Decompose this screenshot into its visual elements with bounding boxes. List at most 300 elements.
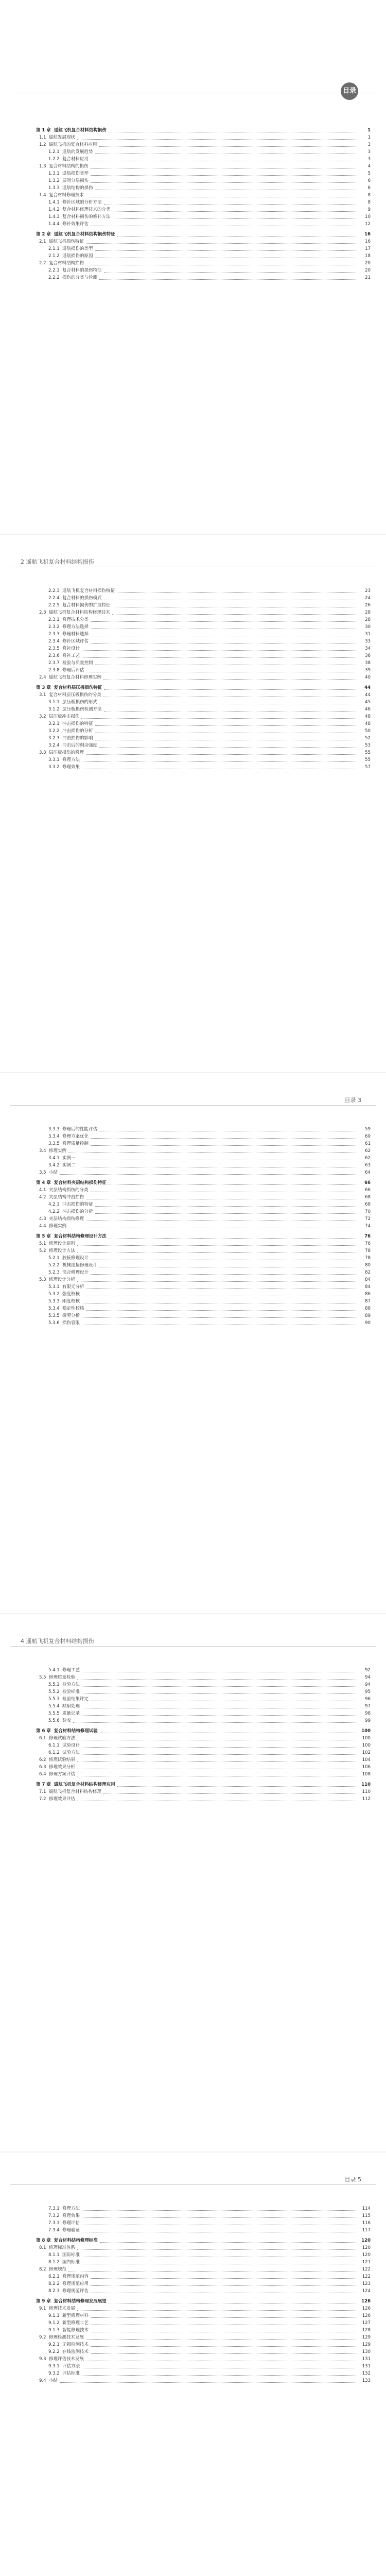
- entry-page-number: 24: [365, 596, 371, 601]
- toc-entry[interactable]: [36, 2244, 371, 2251]
- entry-number: 第 1 章: [36, 128, 51, 133]
- toc-chapter-entry[interactable]: [36, 684, 371, 691]
- entry-number: 3.4: [39, 1148, 46, 1154]
- entry-title: 复合材料的损伤特征: [62, 268, 102, 273]
- entry-page-number: 84: [365, 1284, 371, 1290]
- entry-number: 1.2.2: [48, 157, 60, 162]
- toc-entry[interactable]: [36, 2370, 371, 2377]
- entry-number: 1.2: [39, 142, 46, 147]
- toc-entry[interactable]: [36, 1283, 371, 1291]
- toc-entry[interactable]: [36, 1749, 371, 1756]
- toc-entry[interactable]: [36, 616, 371, 623]
- entry-title: 修理效果: [62, 2213, 80, 2218]
- page-separator: [0, 1072, 386, 1073]
- dot-leader: [82, 1715, 356, 1716]
- toc-chapter-entry[interactable]: [36, 1233, 371, 1240]
- toc-entry[interactable]: [36, 674, 371, 681]
- entry-page-number: 127: [362, 2320, 371, 2326]
- toc-entry[interactable]: [36, 1255, 371, 1262]
- entry-number: 5.2.1: [48, 1256, 60, 1261]
- dot-leader: [82, 1693, 356, 1694]
- dot-leader: [82, 657, 356, 658]
- entry-number: 第 9 章: [36, 2299, 51, 2304]
- entry-number: 4.2.2: [48, 1209, 60, 1214]
- entry-page-number: 94: [365, 1682, 371, 1687]
- entry-page-number: 72: [365, 1216, 371, 1222]
- toc-entry[interactable]: [36, 2280, 371, 2287]
- entry-title: 复合材料结构修理发展展望: [54, 2299, 107, 2304]
- entry-title: 试验方法: [62, 1750, 80, 1755]
- entry-page-number: 33: [365, 639, 371, 644]
- dot-leader: [82, 1317, 356, 1318]
- entry-page-number: 98: [365, 1711, 371, 1716]
- toc-entry[interactable]: [36, 2251, 371, 2259]
- entry-title: 遥航飞机损伤特征: [48, 239, 84, 244]
- entry-page-number: 38: [365, 660, 371, 666]
- entry-number: 3.2.3: [48, 736, 60, 741]
- toc-entry[interactable]: [36, 1742, 371, 1749]
- toc-chapter-entry[interactable]: [36, 1179, 371, 1187]
- entry-page-number: 106: [362, 1765, 371, 1770]
- entry-number: 第 3 章: [36, 685, 51, 690]
- entry-number: 2.1.1: [48, 246, 60, 251]
- toc-entry[interactable]: [36, 177, 371, 184]
- toc-entry[interactable]: [36, 1247, 371, 1255]
- toc-entry[interactable]: [36, 274, 371, 281]
- toc-entry[interactable]: [36, 699, 371, 706]
- dot-leader: [109, 1184, 356, 1185]
- toc-entry[interactable]: [36, 2273, 371, 2280]
- toc-entry[interactable]: [36, 735, 371, 742]
- entry-title: 层压板损伤检测方法: [62, 707, 102, 712]
- toc-chapter-entry[interactable]: [36, 2298, 371, 2305]
- entry-page-number: 4: [367, 164, 371, 169]
- entry-page-number: 110: [362, 1789, 371, 1794]
- entry-title: 智能修理技术: [62, 2328, 89, 2333]
- entry-page-number: 61: [365, 1141, 371, 1146]
- entry-title: 遥航损伤的原因: [62, 253, 93, 259]
- entry-title: 复合材料层压板损伤特征: [54, 685, 102, 690]
- entry-title: 新型修理材料: [62, 2313, 89, 2318]
- entry-page-number: 6: [367, 185, 371, 191]
- toc-entry[interactable]: [36, 667, 371, 674]
- entry-page-number: 131: [362, 2364, 371, 2369]
- entry-page-number: 45: [365, 700, 371, 705]
- entry-title: 修理试验方法: [48, 1736, 75, 1741]
- entry-number: 9.2.1: [48, 2342, 60, 2347]
- entry-page-number: 100: [361, 1728, 371, 1734]
- toc-entry[interactable]: [36, 2348, 371, 2355]
- toc-entry[interactable]: [36, 148, 371, 156]
- toc-entry[interactable]: [36, 602, 371, 609]
- dot-leader: [100, 2242, 356, 2243]
- toc-entry[interactable]: [36, 1147, 371, 1155]
- toc-entry[interactable]: [36, 2259, 371, 2266]
- toc-entry[interactable]: [36, 2319, 371, 2327]
- toc-entry[interactable]: [36, 2287, 371, 2295]
- dot-leader: [77, 1679, 356, 1680]
- entry-number: 3.4.2: [48, 1163, 60, 1168]
- entry-page-number: 82: [365, 1270, 371, 1275]
- toc-entry[interactable]: [36, 1133, 371, 1140]
- toc-entry[interactable]: [36, 170, 371, 177]
- entry-number: 8.2: [39, 2267, 46, 2272]
- entry-number: 3.3.1: [48, 757, 60, 762]
- dot-leader: [112, 614, 356, 615]
- entry-title: 修理实例: [48, 1148, 66, 1154]
- toc-list: [36, 1126, 371, 1327]
- entry-page-number: 16: [364, 232, 371, 237]
- toc-entry[interactable]: [36, 141, 371, 148]
- toc-entry[interactable]: [36, 659, 371, 667]
- entry-page-number: 90: [365, 1320, 371, 1326]
- entry-title: 检验与质量控制: [62, 660, 93, 666]
- entry-title: 修理设计分析: [48, 1277, 75, 1282]
- toc-chapter-entry[interactable]: [36, 231, 371, 238]
- entry-page-number: 9: [367, 207, 371, 212]
- toc-entry[interactable]: [36, 1667, 371, 1674]
- dot-leader: [82, 2217, 356, 2218]
- toc-entry[interactable]: [36, 1674, 371, 1681]
- toc-entry[interactable]: [36, 2377, 371, 2384]
- toc-entry[interactable]: [36, 623, 371, 631]
- toc-entry[interactable]: [36, 756, 371, 764]
- toc-entry[interactable]: [36, 1703, 371, 1710]
- dot-leader: [103, 1793, 356, 1794]
- entry-page-number: 102: [362, 1750, 371, 1755]
- entry-title: 修理实例: [48, 1224, 66, 1229]
- entry-page-number: 60: [365, 1134, 371, 1139]
- toc-entry[interactable]: [36, 645, 371, 652]
- entry-number: 2.3.3: [48, 632, 60, 637]
- entry-title: 在线监测技术: [62, 2349, 89, 2354]
- entry-page-number: 110: [361, 1782, 371, 1787]
- entry-title: 遥航损伤类型: [62, 171, 89, 176]
- toc-entry[interactable]: [36, 2305, 371, 2312]
- toc-entry[interactable]: [36, 184, 371, 192]
- toc-entry[interactable]: [36, 1140, 371, 1147]
- toc-entry[interactable]: [36, 1291, 371, 1298]
- entry-title: 遥航飞机的复合材料应用: [48, 142, 97, 147]
- toc-entry[interactable]: [36, 1169, 371, 1176]
- entry-number: 1.3.2: [48, 178, 60, 183]
- dot-leader: [91, 175, 356, 176]
- entry-title: 遥航损伤的类型: [62, 246, 93, 251]
- entry-number: 2.1.2: [48, 253, 60, 259]
- entry-page-number: 99: [365, 1718, 371, 1723]
- toc-chapter-entry[interactable]: [36, 1781, 371, 1788]
- entry-title: 层压板损伤的形式: [62, 700, 98, 705]
- running-header: 目录 5: [344, 2176, 361, 2183]
- toc-entry[interactable]: [36, 1764, 371, 1771]
- toc-entry[interactable]: [36, 691, 371, 699]
- toc-entry[interactable]: [36, 706, 371, 713]
- entry-page-number: 78: [365, 1248, 371, 1253]
- toc-entry[interactable]: [36, 1681, 371, 1688]
- toc-entry[interactable]: [36, 1187, 371, 1194]
- entry-page-number: 122: [362, 2274, 371, 2279]
- toc-entry[interactable]: [36, 1162, 371, 1169]
- toc-entry[interactable]: [36, 2334, 371, 2341]
- entry-number: 3.5: [39, 1170, 46, 1175]
- entry-number: 3.2.1: [48, 721, 60, 726]
- entry-title: 修理后的性能评估: [62, 1127, 98, 1132]
- toc-entry[interactable]: [36, 2205, 371, 2212]
- entry-number: 2.3.5: [48, 646, 60, 651]
- entry-number: 5.5.3: [48, 1697, 60, 1702]
- entry-title: 修理验证: [62, 2228, 80, 2233]
- entry-title: 修理规范应用: [62, 2281, 89, 2286]
- dot-leader: [82, 2375, 356, 2376]
- entry-page-number: 76: [365, 1241, 371, 1246]
- toc-entry[interactable]: [36, 587, 371, 595]
- toc-entry[interactable]: [36, 1305, 371, 1312]
- entry-title: 机械连接修理设计: [62, 1263, 98, 1268]
- dot-leader: [73, 1722, 356, 1723]
- toc-entry[interactable]: [36, 1298, 371, 1305]
- toc-entry[interactable]: [36, 134, 371, 141]
- toc-entry[interactable]: [36, 1201, 371, 1208]
- entry-page-number: 100: [362, 1743, 371, 1748]
- toc-entry[interactable]: [36, 2312, 371, 2319]
- toc-entry[interactable]: [36, 1717, 371, 1724]
- toc-entry[interactable]: [36, 713, 371, 720]
- toc-entry[interactable]: [36, 595, 371, 602]
- toc-entry[interactable]: [36, 1795, 371, 1803]
- toc-chapter-entry[interactable]: [36, 127, 371, 134]
- toc-page: [0, 0, 386, 536]
- entry-number: 4.2.1: [48, 1202, 60, 1207]
- entry-page-number: 20: [365, 261, 371, 266]
- toc-page: [0, 1615, 386, 2151]
- entry-page-number: 46: [365, 707, 371, 712]
- entry-number: 1.3.3: [48, 185, 60, 191]
- entry-title: 验收: [62, 1718, 72, 1723]
- toc-page: [0, 1074, 386, 1610]
- toc-entry[interactable]: [36, 2341, 371, 2348]
- toc-entry[interactable]: [36, 1319, 371, 1327]
- toc-entry[interactable]: [36, 1155, 371, 1162]
- entry-title: 遥航飞机复合材料损伤特征: [62, 588, 115, 594]
- entry-number: 2.3.6: [48, 653, 60, 658]
- entry-page-number: 26: [365, 603, 371, 608]
- toc-entry[interactable]: [36, 609, 371, 616]
- toc-entry[interactable]: [36, 267, 371, 274]
- entry-number: 5.3.1: [48, 1284, 60, 1290]
- entry-title: 修理工艺: [62, 1668, 80, 1673]
- entry-title: 修补区域的分析方法: [62, 200, 102, 205]
- dot-leader: [95, 250, 356, 251]
- entry-page-number: 121: [362, 2260, 371, 2265]
- entry-number: 3.1.1: [48, 700, 60, 705]
- entry-title: 遥航飞机复合材料结构损伤: [54, 128, 107, 133]
- toc-entry[interactable]: [36, 1126, 371, 1133]
- entry-title: 复合材料损伤的扩展特征: [62, 603, 111, 608]
- entry-number: 5.5.4: [48, 1704, 60, 1709]
- entry-number: 8.2.1: [48, 2274, 60, 2279]
- entry-title: 修理效果: [62, 765, 80, 770]
- toc-entry[interactable]: [36, 163, 371, 170]
- toc-list: [36, 124, 371, 281]
- entry-number: 7.3.3: [48, 2221, 60, 2226]
- entry-title: 修理方法选择: [62, 624, 89, 630]
- entry-title: 复合材料损伤的修补方法: [62, 214, 111, 219]
- entry-title: 复合材料夹层结构损伤特征: [54, 1180, 107, 1185]
- entry-number: 8.1: [39, 2245, 46, 2250]
- entry-number: 3.3.3: [48, 1127, 60, 1132]
- dot-leader: [82, 1747, 356, 1748]
- entry-number: 9.1.3: [48, 2328, 60, 2333]
- entry-title: 混合修理设计: [62, 1270, 89, 1275]
- toc-entry[interactable]: [36, 192, 371, 199]
- toc-entry[interactable]: [36, 238, 371, 245]
- toc-entry[interactable]: [36, 206, 371, 213]
- toc-entry[interactable]: [36, 1208, 371, 1215]
- entry-title: 冲击后的剩余强度: [62, 743, 98, 748]
- dot-leader: [117, 1786, 356, 1787]
- entry-title: 复合材料层压板损伤的分类: [48, 692, 101, 698]
- toc-entry[interactable]: [36, 1262, 371, 1269]
- dot-leader: [77, 2310, 356, 2311]
- toc-entry[interactable]: [36, 245, 371, 252]
- entry-number: 1.4.1: [48, 200, 60, 205]
- entry-number: 第 7 章: [36, 1782, 51, 1787]
- entry-number: 3.1: [39, 692, 46, 698]
- toc-entry[interactable]: [36, 2212, 371, 2219]
- entry-number: 9.1.1: [48, 2313, 60, 2318]
- entry-title: 冲击损伤的特征: [62, 721, 93, 726]
- entry-number: 4.1: [39, 1188, 46, 1193]
- toc-entry[interactable]: [36, 1771, 371, 1778]
- entry-title: 刚度校核: [62, 1299, 80, 1304]
- entry-page-number: 3: [367, 142, 371, 147]
- entry-number: 9.1: [39, 2306, 46, 2311]
- entry-title: 修理质量检验: [48, 1675, 75, 1680]
- entry-title: 修理设计原则: [48, 1241, 75, 1246]
- entry-page-number: 40: [365, 675, 371, 680]
- toc-entry[interactable]: [36, 1240, 371, 1247]
- toc-entry[interactable]: [36, 1710, 371, 1717]
- entry-page-number: 117: [362, 2228, 371, 2233]
- entry-number: 5.2.2: [48, 1263, 60, 1268]
- entry-number: 2.2.2: [48, 275, 60, 280]
- entry-number: 2.2.3: [48, 588, 60, 594]
- toc-entry[interactable]: [36, 221, 371, 228]
- entry-number: 3.1.2: [48, 707, 60, 712]
- entry-page-number: 108: [362, 1772, 371, 1777]
- toc-entry[interactable]: [36, 2266, 371, 2273]
- toc-entry[interactable]: [36, 742, 371, 749]
- dot-leader: [91, 2346, 356, 2347]
- toc-entry[interactable]: [36, 260, 371, 267]
- toc-entry[interactable]: [36, 1312, 371, 1319]
- toc-entry[interactable]: [36, 156, 371, 163]
- dot-leader: [77, 1761, 356, 1762]
- entry-title: 修理技术发展: [48, 2306, 75, 2311]
- entry-title: 损伤的分类与检测: [62, 275, 98, 280]
- entry-title: 复合材料的损伤模式: [62, 596, 102, 601]
- toc-entry[interactable]: [36, 1215, 371, 1223]
- toc-chapter-entry[interactable]: [36, 1727, 371, 1735]
- dot-leader: [91, 1145, 356, 1146]
- entry-title: 夹层结构冲击损伤: [48, 1195, 84, 1200]
- toc-entry[interactable]: [36, 213, 371, 221]
- entry-title: 小结: [48, 1170, 58, 1175]
- entry-title: 修理效果分析: [48, 1765, 75, 1770]
- dot-leader: [91, 1138, 356, 1139]
- toc-entry[interactable]: [36, 1735, 371, 1742]
- toc-entry[interactable]: [36, 727, 371, 735]
- toc-entry[interactable]: [36, 2327, 371, 2334]
- entry-title: 修理标准体系: [48, 2245, 75, 2250]
- toc-entry[interactable]: [36, 652, 371, 659]
- dot-leader: [82, 1754, 356, 1755]
- toc-entry[interactable]: [36, 1788, 371, 1795]
- entry-page-number: 59: [365, 1127, 371, 1132]
- page-separator: [0, 2151, 386, 2153]
- toc-entry[interactable]: [36, 1276, 371, 1283]
- toc-entry[interactable]: [36, 1223, 371, 1230]
- toc-entry[interactable]: [36, 764, 371, 771]
- entry-page-number: 28: [365, 617, 371, 622]
- entry-page-number: 120: [362, 2252, 371, 2258]
- entry-page-number: 128: [362, 2328, 371, 2333]
- toc-entry[interactable]: [36, 252, 371, 260]
- toc-entry[interactable]: [36, 1269, 371, 1276]
- entry-title: 修补工艺: [62, 653, 80, 658]
- entry-number: 5.5: [39, 1675, 46, 1680]
- toc-entry[interactable]: [36, 2219, 371, 2227]
- entry-page-number: 132: [362, 2371, 371, 2376]
- toc-entry[interactable]: [36, 1696, 371, 1703]
- toc-entry[interactable]: [36, 631, 371, 638]
- dot-leader: [86, 754, 356, 755]
- toc-entry[interactable]: [36, 199, 371, 206]
- entry-number: 2.2.1: [48, 268, 60, 273]
- entry-title: 遥航发展现状: [48, 135, 75, 140]
- toc-entry[interactable]: [36, 720, 371, 727]
- entry-page-number: 94: [365, 1675, 371, 1680]
- entry-number: 3.4.1: [48, 1156, 60, 1161]
- toc-entry[interactable]: [36, 2355, 371, 2363]
- toc-entry[interactable]: [36, 749, 371, 756]
- dot-leader: [91, 2285, 356, 2286]
- entry-title: 修理评估: [62, 2221, 80, 2226]
- toc-entry[interactable]: [36, 2227, 371, 2234]
- entry-page-number: 76: [364, 1234, 371, 1239]
- toc-chapter-entry[interactable]: [36, 2237, 371, 2244]
- entry-page-number: 16: [365, 239, 371, 244]
- entry-page-number: 55: [365, 750, 371, 755]
- toc-entry[interactable]: [36, 638, 371, 645]
- toc-entry[interactable]: [36, 1688, 371, 1696]
- entry-number: 4.2: [39, 1195, 46, 1200]
- toc-entry[interactable]: [36, 1194, 371, 1201]
- entry-page-number: 36: [365, 653, 371, 658]
- dot-leader: [99, 747, 356, 748]
- entry-title: 遥航飞机复合材料结构修理应用: [54, 1782, 115, 1787]
- entry-page-number: 53: [365, 743, 371, 748]
- toc-entry[interactable]: [36, 2363, 371, 2370]
- entry-number: 9.3.1: [48, 2364, 60, 2369]
- entry-number: 1.4.2: [48, 207, 60, 212]
- entry-title: 缺陷处理: [62, 1704, 80, 1709]
- entry-page-number: 44: [364, 685, 371, 690]
- entry-number: 1.4: [39, 193, 46, 198]
- toc-entry[interactable]: [36, 1756, 371, 1764]
- entry-page-number: 66: [364, 1180, 371, 1185]
- entry-number: 第 5 章: [36, 1234, 51, 1239]
